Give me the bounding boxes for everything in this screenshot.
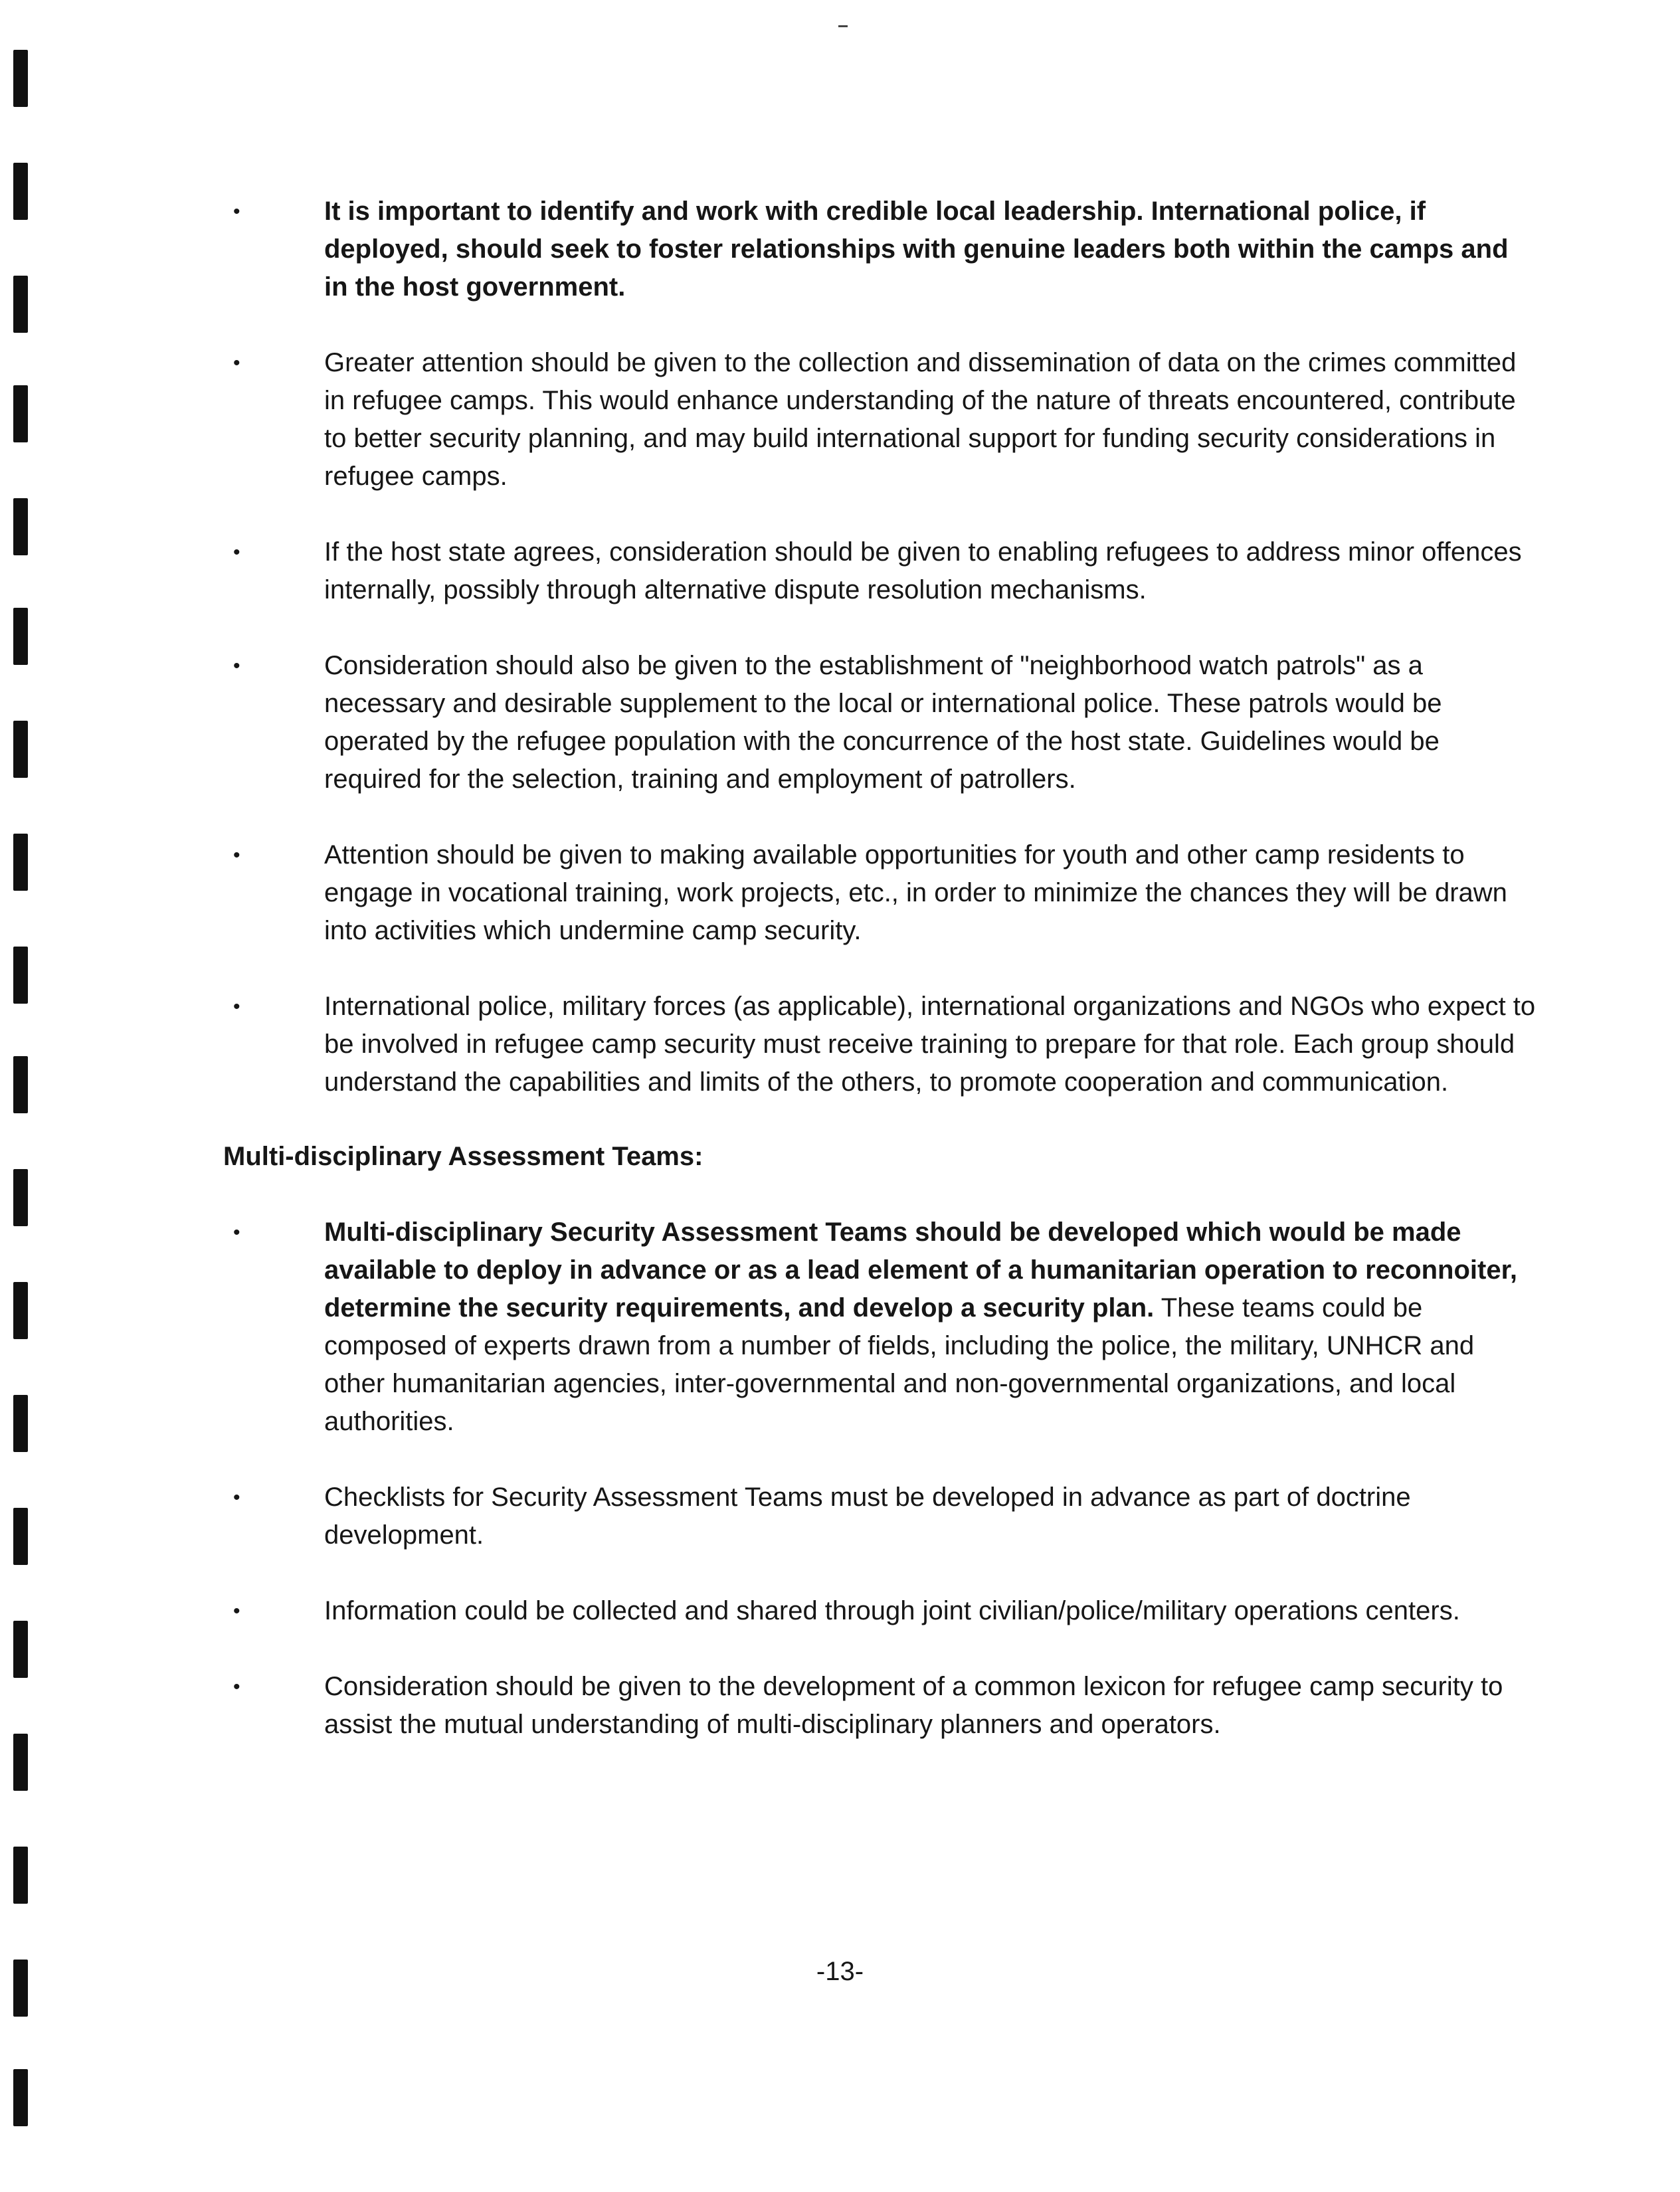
bullet-icon: •	[233, 1600, 240, 1622]
bullet-icon: •	[233, 1676, 240, 1698]
binder-mark	[13, 163, 28, 220]
bullet-icon: •	[233, 1487, 240, 1508]
bullet-item-assessment-teams	[223, 1214, 1539, 1441]
binder-mark	[13, 1508, 28, 1565]
bullet-text: Greater attention should be given to the collection and dissemination of data on the crimes committed in refugee camps. This would enhance understanding of the nature of threats encountered, contribute to better security planning, and may build international support for funding security considerations in refugee camps.	[324, 348, 1517, 491]
binder-mark	[13, 1734, 28, 1791]
left-margin-binder-marks	[13, 0, 33, 2192]
binder-mark	[13, 1169, 28, 1226]
bullet-text: Checklists for Security Assessment Teams must be developed in advance as part of doctrine development.	[324, 1483, 1411, 1550]
document-body	[223, 193, 1539, 1781]
page-number: -13-	[816, 1957, 864, 1986]
bullet-icon: •	[233, 844, 240, 866]
bullet-icon: •	[233, 541, 240, 563]
binder-mark	[13, 947, 28, 1004]
bullet-item-local-leadership	[223, 193, 1539, 306]
bullet-text: Consideration should also be given to the establishment of "neighborhood watch patrols" as a necessary and desirable supplement to the local or international police. These patrols would be operated by the refugee population with the concurrence of the host state. Guidelines would be required for the selection, training and employment of patrollers.	[324, 651, 1442, 794]
bullet-icon: •	[233, 201, 240, 223]
bullet-icon: •	[233, 1222, 240, 1243]
binder-mark	[13, 1395, 28, 1452]
bullet-item-checklists	[223, 1479, 1539, 1554]
section-heading: Multi-disciplinary Assessment Teams:	[223, 1142, 703, 1171]
bullet-text: Information could be collected and shared through joint civilian/police/military operations centers.	[324, 1596, 1460, 1625]
binder-mark	[13, 2069, 28, 2126]
top-center-mark	[838, 25, 848, 27]
bullet-item-watch-patrols	[223, 647, 1539, 798]
bullet-text: Consideration should be given to the development of a common lexicon for refugee camp security to assist the mutual understanding of multi-disciplinary planners and operators.	[324, 1672, 1503, 1739]
binder-mark	[13, 1847, 28, 1904]
bullet-icon: •	[233, 996, 240, 1018]
bullet-icon: •	[233, 655, 240, 677]
bullet-item-youth-opportunities	[223, 836, 1539, 950]
bullet-bold-lead: Multi-disciplinary Security Assessment Teams should be developed which would be made available to deploy in advance or as a lead element of a humanitarian operation to reconnoiter, determine the security requirements, and develop a security plan.	[324, 1218, 1518, 1323]
bullet-item-training	[223, 988, 1539, 1101]
bullet-text: International police, military forces (as applicable), international organizations and NGOs who expect to be involved in refugee camp security must receive training to prepare for that role. Each group should understand the capabilities and limits of the others, to promote cooperation and communication.	[324, 992, 1536, 1097]
bullet-item-common-lexicon	[223, 1668, 1539, 1744]
bullet-item-crime-data	[223, 344, 1539, 496]
bullet-text: If the host state agrees, consideration should be given to enabling refugees to address minor offences internally, possibly through alternative dispute resolution mechanisms.	[324, 537, 1522, 604]
binder-mark	[13, 1621, 28, 1678]
bullet-icon: •	[233, 352, 240, 374]
bullet-rest: These teams could be composed of experts drawn from a number of fields, including the police, the military, UNHCR and other humanitarian agencies, inter-governmental and non-governmental organizations, and local authorities.	[324, 1293, 1475, 1436]
binder-mark	[13, 498, 28, 555]
binder-mark	[13, 608, 28, 665]
bullet-text: It is important to identify and work with credible local leadership. International police, if deployed, should seek to foster relationships with genuine leaders both within the camps and in the host government.	[324, 197, 1509, 302]
binder-mark	[13, 1282, 28, 1339]
bullet-text: Attention should be given to making available opportunities for youth and other camp residents to engage in vocational training, work projects, etc., in order to minimize the chances they will be drawn into activities which undermine camp security.	[324, 840, 1507, 945]
binder-mark	[13, 834, 28, 891]
binder-mark	[13, 721, 28, 778]
binder-mark	[13, 276, 28, 333]
binder-mark	[13, 50, 28, 107]
bullet-item-minor-offences	[223, 533, 1539, 609]
binder-mark	[13, 1056, 28, 1113]
bullet-text	[324, 1218, 1517, 1436]
bullet-item-operations-centers	[223, 1592, 1539, 1630]
binder-mark	[13, 385, 28, 442]
